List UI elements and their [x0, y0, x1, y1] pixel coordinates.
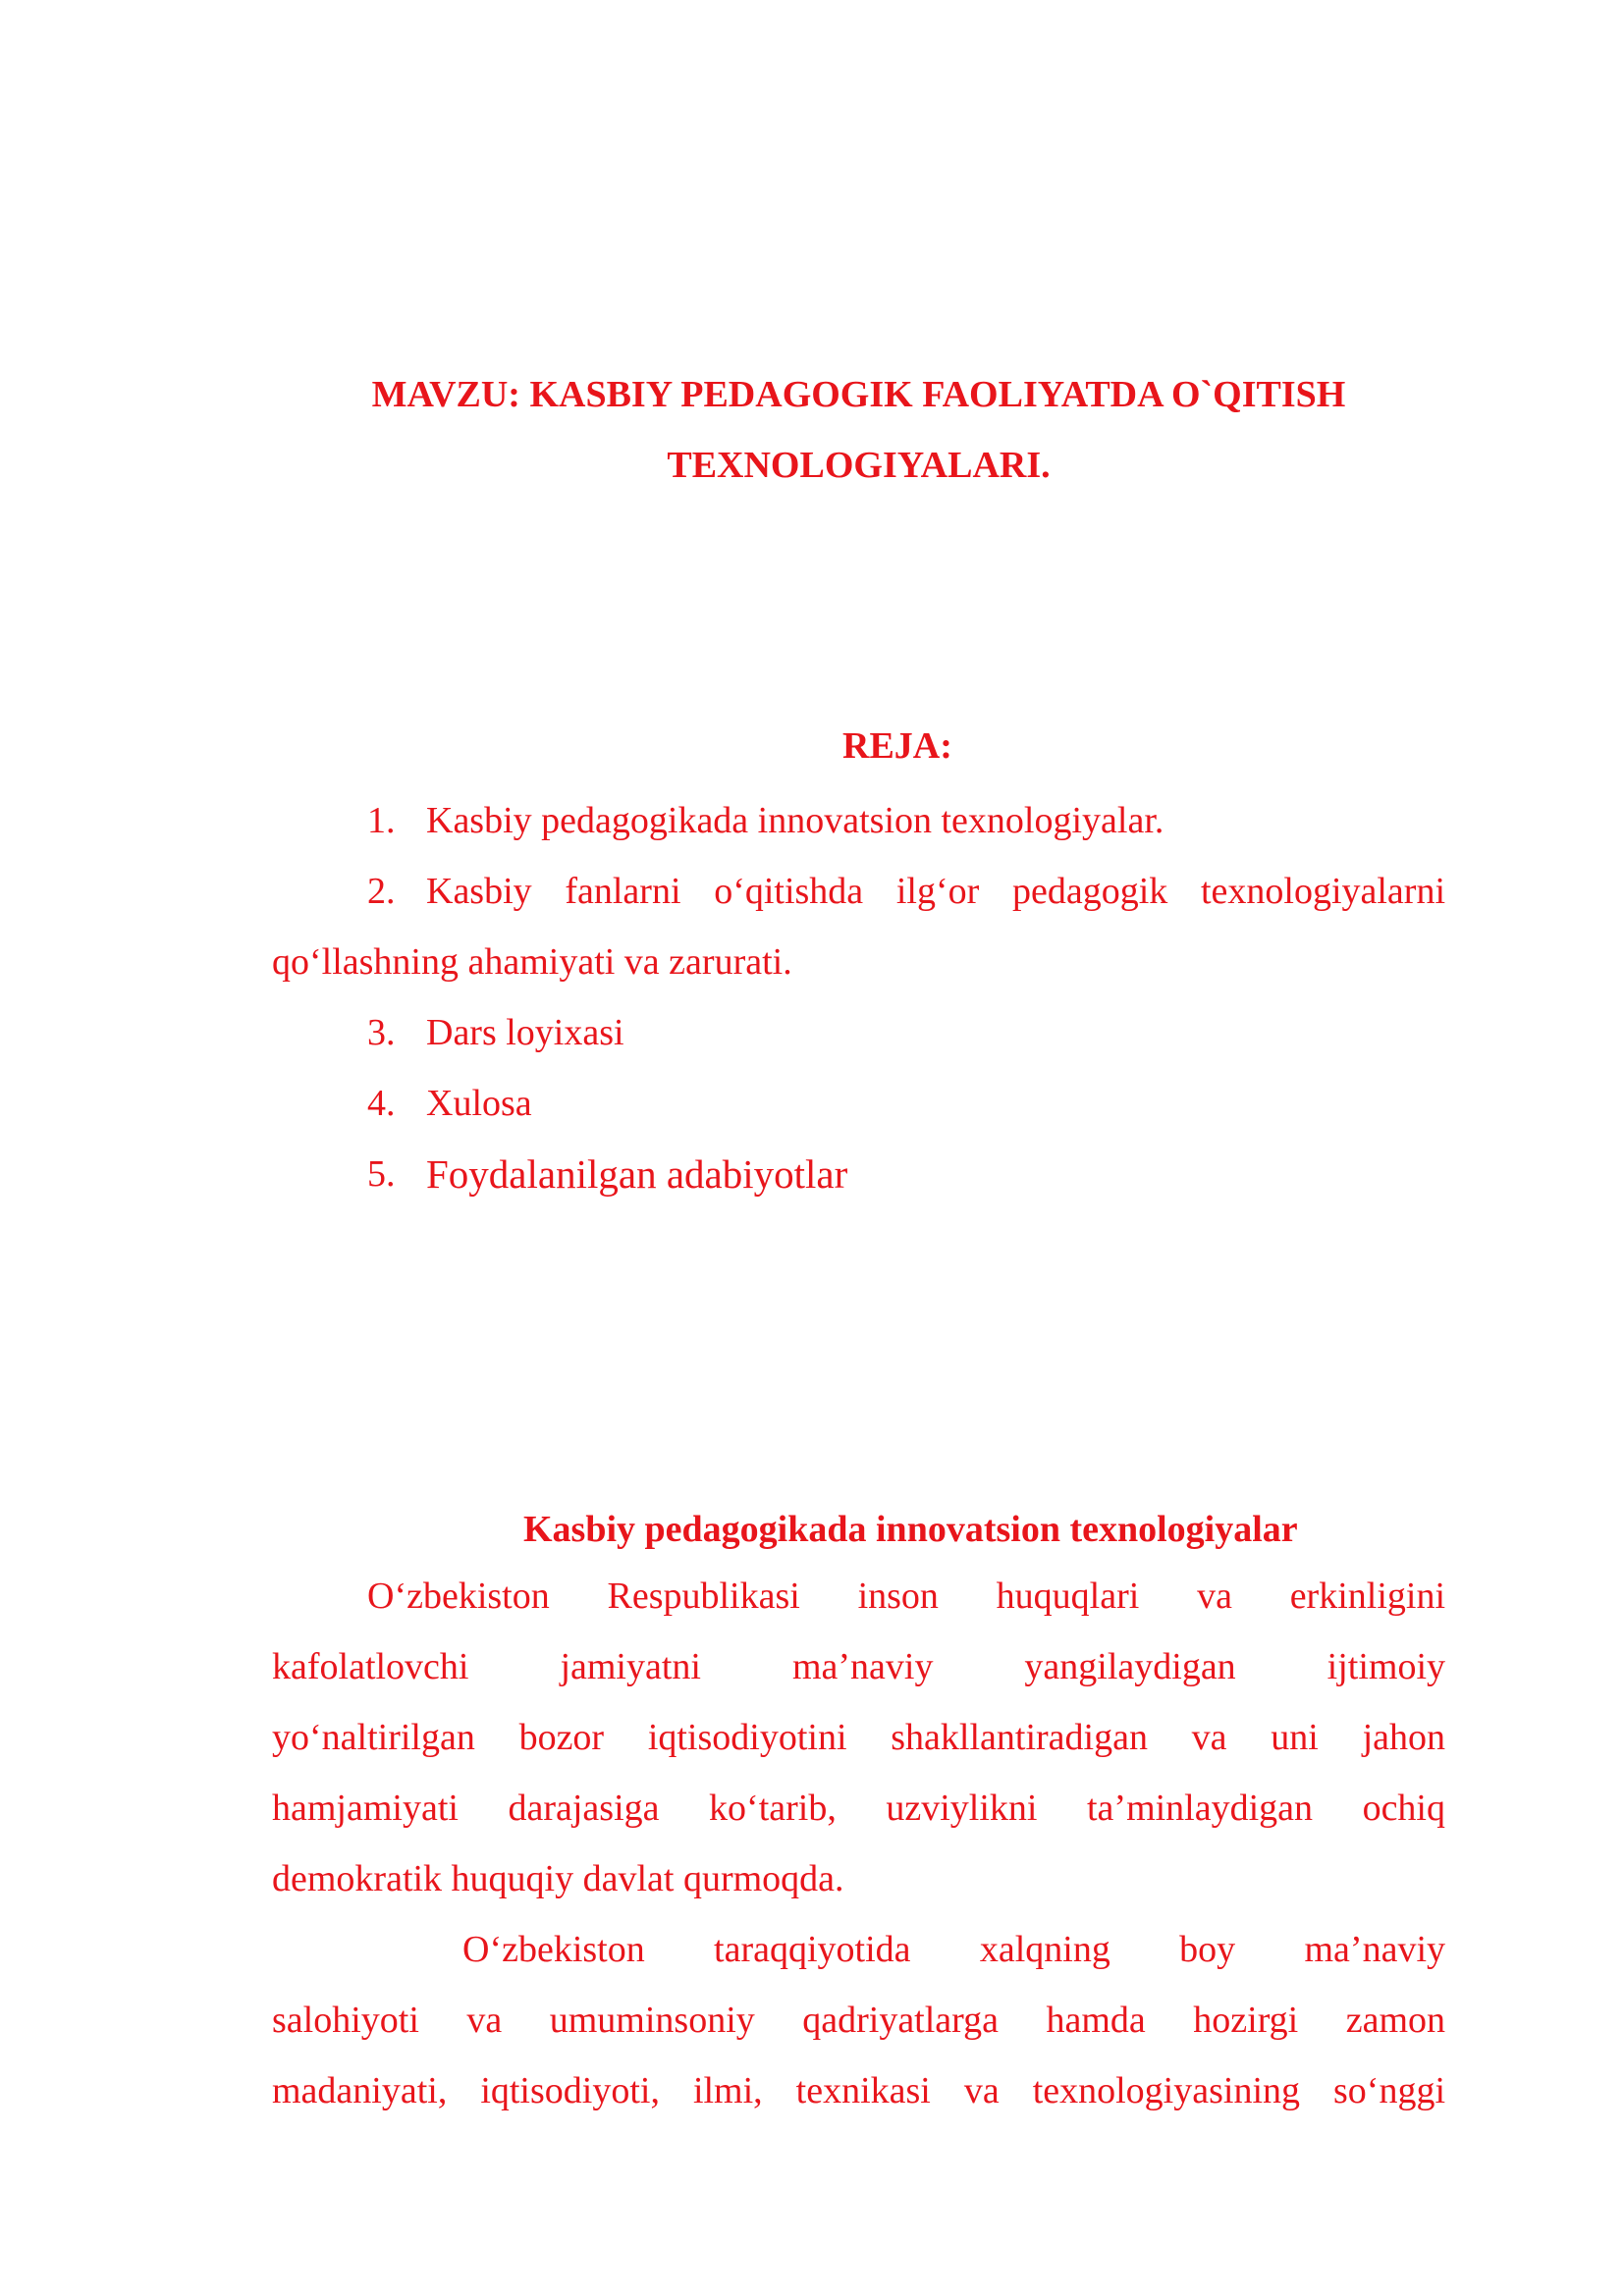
- paragraph-line: salohiyoti va umuminsoniy qadriyatlarga hamda hozirgi zamon: [272, 2000, 1445, 2041]
- plan-item: [272, 1139, 1445, 1209]
- paragraph-line: hamjamiyati darajasiga ko‘tarib, uzviylikni ta’minlaydigan ochiq: [272, 1788, 1445, 1829]
- section-body: [272, 1561, 1445, 2126]
- plan-list: [272, 785, 1445, 1209]
- paragraph-1: [272, 1561, 1445, 1914]
- paragraph-line: O‘zbekiston Respublikasi inson huquqlari va erkinligini: [367, 1575, 1445, 1617]
- plan-item: [272, 1068, 1445, 1139]
- plan-item-text: Foydalanilgan adabiyotlar: [426, 1151, 848, 1197]
- paragraph-line: yo‘naltirilgan bozor iqtisodiyotini shakllantiradigan va uni jahon: [272, 1717, 1445, 1758]
- plan-item-number: 4.: [367, 1083, 396, 1124]
- plan-item-text: Dars loyixasi: [426, 1012, 624, 1053]
- plan-item-text: Xulosa: [426, 1083, 532, 1124]
- plan-item-number: 3.: [367, 1012, 396, 1053]
- plan-item-text: Kasbiy fanlarni o‘qitishda ilg‘or pedagogik texnologiyalarni qo‘llashning ahamiyati va zarurati.: [272, 871, 1445, 983]
- plan-item-number: 2.: [367, 871, 396, 912]
- plan-heading: REJA:: [842, 725, 952, 767]
- paragraph-2: [272, 1914, 1445, 2126]
- plan-item: [272, 997, 1445, 1068]
- paragraph-line: demokratik huquqiy davlat qurmoqda.: [272, 1858, 844, 1899]
- plan-item: [272, 856, 1445, 997]
- paragraph-line: madaniyati, iqtisodiyoti, ilmi, texnikasi va texnologiyasining so‘nggi: [272, 2070, 1445, 2111]
- title-line-2: TEXNOLOGIYALARI.: [667, 445, 1051, 486]
- paragraph-line: O‘zbekiston taraqqiyotida xalqning boy ma’naviy: [462, 1929, 1445, 1970]
- title-line-1: MAVZU: KASBIY PEDAGOGIK FAOLIYATDA O`QITISH: [371, 374, 1346, 415]
- plan-item-text: Kasbiy pedagogikada innovatsion texnologiyalar.: [426, 800, 1164, 841]
- document-title: [272, 359, 1445, 501]
- paragraph-line: kafolatlovchi jamiyatni ma’naviy yangilaydigan ijtimoiy: [272, 1646, 1445, 1687]
- plan-item: [272, 785, 1445, 856]
- section-heading: Kasbiy pedagogikada innovatsion texnologiyalar: [523, 1509, 1298, 1550]
- plan-item-number: 1.: [367, 800, 396, 841]
- plan-item-number: 5.: [367, 1153, 396, 1195]
